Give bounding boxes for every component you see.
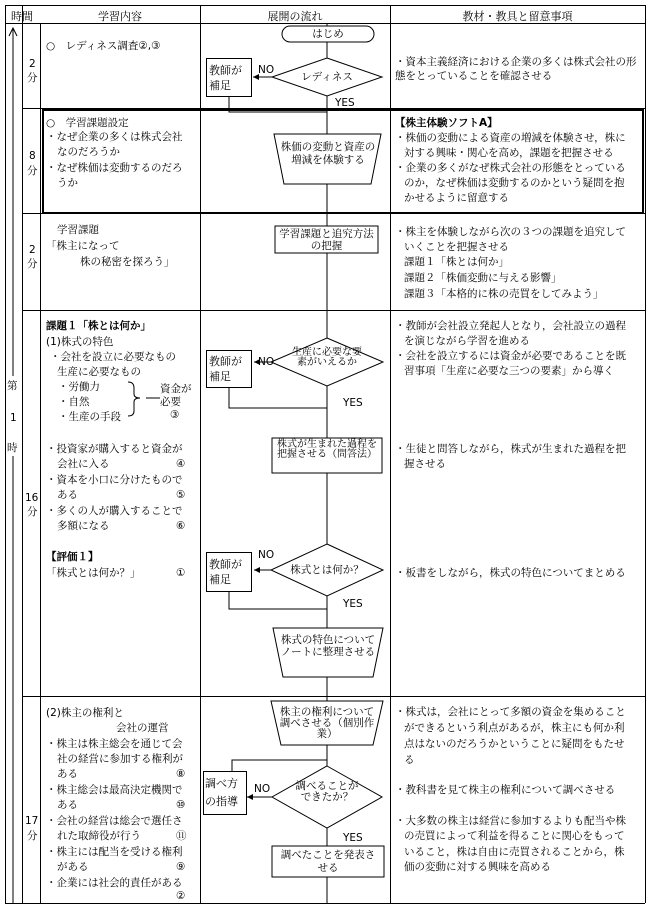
row3-note-line: いくことを把握させる [404, 241, 509, 253]
row5-note-line: ができるという利点があるが，株主にも何か利 [404, 722, 625, 734]
header-content: 学習内容 [98, 10, 142, 23]
row3-content-line: 学習課題 [57, 224, 99, 236]
row4-eval: 【評価１】 [46, 551, 99, 563]
row3-note-line: 課題３「本格的に株の売買をしてみよう」 [404, 288, 604, 300]
row5-content-line: ある [57, 799, 78, 811]
row4-content-line: ・自然 [58, 396, 90, 408]
row5-note-line: 価の変動に対する興味を高める [404, 861, 551, 873]
flow-decision-label-row4a: 生産に必要な要素がいえるか [292, 347, 362, 368]
row4-note-line: 握させる [404, 458, 446, 470]
row5-content-line: ・企業には社会的責任がある [46, 877, 183, 889]
circled-2: ② [176, 890, 186, 902]
row2-note-title: 【株主体験ソフトA】 [395, 117, 498, 129]
session-label-1: 第 [7, 380, 18, 392]
minutes-4-unit: 分 [27, 506, 38, 518]
row4-content-line: 会社に入る [57, 458, 110, 470]
row3-content-line: 「株主になって [46, 240, 120, 252]
row5-content-line: ・会社の経営は総会で選任さ [46, 815, 183, 827]
row5-content-line: (2)株主の権利と [46, 707, 124, 719]
row4-note-line: ・教師が会社設立発起人となり，会社設立の過程 [395, 320, 626, 332]
row4-note-line: を演じながら学習を進める [404, 335, 530, 347]
row5-note-line: の売買によって利益を得ることに関心をもって [404, 830, 625, 842]
row5-content-line: 社の経営に参加する権利が [57, 753, 183, 765]
minutes-5-unit: 分 [27, 830, 38, 842]
circled-1: ① [176, 567, 186, 579]
row2-note-line: ・企業の多くがなぜ株式会社の形態をとっている [395, 162, 626, 174]
row5-content-line: ・株主総会は最高決定機関で [46, 784, 183, 796]
row4-content-line: ・多くの人が購入することで [46, 505, 183, 517]
row4-note-line: ・会社を設立するには資金が必要であることを既 [395, 350, 626, 362]
row2-content-line: なのだろうか [57, 146, 120, 158]
minutes-3-unit: 分 [27, 258, 38, 270]
row4-note-line: ・板書をしながら，株式の特色についてまとめる [395, 567, 626, 579]
row4-note-line: ・生徒と問答しながら，株式が生まれた過程を把 [395, 443, 626, 455]
flow-teacher-box-row4b: 教師が補足 [206, 552, 252, 592]
row3-content-line: 株の秘密を探ろう」 [80, 256, 175, 268]
circled-4: ④ [176, 458, 186, 470]
row5-note-line: ・教科書を見て株主の権利について調べさせる [395, 784, 616, 796]
row2-content-line: ・なぜ株価は変動するのだろ [46, 162, 183, 174]
flow-teacher-box-row1: 教師が補足 [206, 58, 252, 97]
circled-3: ③ [170, 409, 180, 421]
row4-content-line: ・労働力 [58, 381, 100, 393]
minutes-4: 16 [25, 492, 39, 504]
row4-content-line: ・会社を設立に必要なもの [50, 351, 176, 363]
row2-content-line: うか [57, 177, 78, 189]
circled-8: ⑧ [176, 768, 186, 780]
row2-content-title: ○ 学習課題設定 [46, 117, 129, 129]
row4-content-line: 多額になる [57, 520, 110, 532]
flow-decision-label-row4b: 株式とは何か？ [290, 564, 364, 576]
row5-content-line: ・株主には配当を受ける権利 [46, 846, 183, 858]
minutes-2: 8 [29, 150, 36, 162]
flow-no-row1: NO [258, 64, 275, 76]
minutes-2-unit: 分 [27, 165, 38, 177]
row4-content-title: 課題１「株とは何か」 [46, 320, 151, 332]
flow-no-row4b: NO [258, 549, 275, 561]
circled-6: ⑥ [176, 520, 186, 532]
row5-note-line: いること，株は自由に売買されることから，株 [404, 846, 625, 858]
circled-9: ⑨ [176, 861, 186, 873]
row2-note-line: かせるように留意する [404, 192, 509, 204]
row5-content-line: 会社の運営 [116, 722, 169, 734]
row4-content-line: (1)株式の特色 [46, 336, 114, 348]
row5-note-line: る [404, 754, 415, 766]
row4-content-line: ・生産の手段 [58, 411, 121, 423]
minutes-1: 2 [29, 58, 36, 70]
row2-note-line: のか，なぜ株価は変動するのかという疑問を抱 [404, 177, 625, 189]
row5-content-line: ・株主は株主総会を通じて会 [46, 738, 183, 750]
row3-note-line: 課題１「株とは何か」 [404, 256, 509, 268]
brace-label-2: 必要 [160, 396, 181, 408]
row5-note-line: 点はないのだろうかということに疑問をもたせ [404, 738, 625, 750]
session-label-3: 時 [7, 442, 18, 454]
flow-box-row2-label: 株価の変動と資産の増減を体験する [280, 141, 376, 166]
session-label-2: 1 [10, 412, 17, 424]
flow-yes-row4b: YES [343, 598, 363, 610]
brace-label-1: 資金が [160, 383, 192, 395]
flow-box-row4b-label: 株式の特色についてノートに整理させる [280, 634, 376, 658]
row1-content: ○ レディネス調査②,③ [46, 40, 161, 52]
flow-box-row4a-label: 株式が生まれた過程を把握させる（問答法） [277, 439, 377, 460]
flow-no-row4a: NO [258, 356, 275, 368]
flow-decision-label-row1: レディネス [301, 71, 353, 83]
circled-10: ⑩ [176, 799, 186, 811]
row2-note-line: 対する興味・関心を高め，課題を把握させる [404, 147, 614, 159]
flow-box-row3-label: 学習課題と追究方法の把握 [279, 228, 374, 252]
minutes-1-unit: 分 [27, 72, 38, 84]
row5-note-line: ・大多数の株主は経営に参加するよりも配当や株 [395, 815, 626, 827]
flow-yes-row5: YES [343, 832, 363, 844]
row3-note-line: ・株主を体験しながら次の３つの課題を追究して [395, 226, 626, 238]
row5-content-line: れた取締役が行う [57, 830, 141, 842]
flow-decision-label-row5: 調べることができたか？ [295, 780, 359, 803]
header-time: 時間 [11, 10, 33, 23]
minutes-5: 17 [25, 815, 39, 827]
row5-content-line: ある [57, 768, 78, 780]
circled-5: ⑤ [176, 489, 186, 501]
flow-box-row5a-label: 株主の権利について調べさせる（個別作業） [279, 706, 375, 740]
row2-content-line: ・なぜ企業の多くは株式会社 [46, 131, 183, 143]
flow-yes-row4a: YES [343, 397, 363, 409]
row5-content-line: がある [57, 861, 89, 873]
flow-teacher-box-row4a: 教師が補足 [206, 350, 252, 388]
row5-note-line: ・株式は，会社にとって多額の資金を集めること [395, 706, 626, 718]
row1-note: ・資本主義経済における企業の多くは株式会社の形態をとっていることを確認させる [395, 56, 637, 82]
row3-note-line: 課題２「株価変動に与える影響」 [404, 272, 562, 284]
row4-content-line: ある [57, 489, 78, 501]
header-flow: 展開の流れ [267, 10, 323, 23]
flow-yes-row1: YES [335, 97, 355, 109]
row4-content-line: ・資本を小口に分けたもので [46, 474, 183, 486]
flow-start-label: はじめ [312, 28, 344, 40]
row4-eval-question: 「株式とは何か？」 [46, 567, 141, 579]
flow-teacher-box-row5: 調べ方の指導 [203, 771, 247, 815]
flow-no-row5: NO [254, 783, 271, 795]
flow-box-row5b-label: 調べたことを発表させる [280, 849, 376, 874]
header-notes: 教材・教具と留意事項 [462, 10, 573, 23]
row4-content-line: ・投資家が購入すると資金が [46, 443, 183, 455]
circled-11: ⑪ [176, 830, 187, 842]
row2-note-line: ・株価の変動による資産の増減を体験させ，株に [395, 132, 626, 144]
row4-content-line: 生産に必要なもの [57, 366, 141, 378]
row4-note-line: 習事項「生産に必要な三つの要素」から導く [404, 365, 614, 377]
minutes-3: 2 [29, 244, 36, 256]
